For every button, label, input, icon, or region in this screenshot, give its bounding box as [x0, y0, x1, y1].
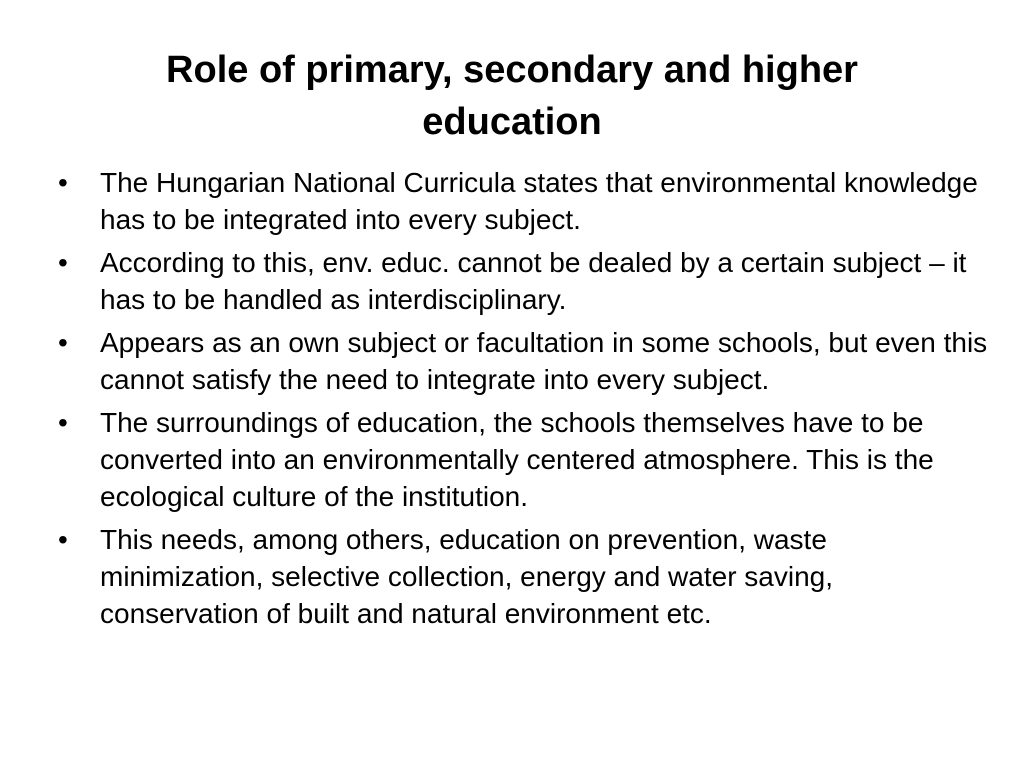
bullet-item — [58, 324, 988, 398]
bullet-text: According to this, env. educ. cannot be dealed by a certain subject – it has to be handled as interdisciplinary. — [100, 247, 967, 315]
bullet-item — [58, 244, 988, 318]
bullet-icon: • — [58, 327, 68, 358]
bullet-text: This needs, among others, education on prevention, waste minimization, selective collection, energy and water saving, conservation of built and natural environment etc. — [100, 524, 834, 629]
bullet-icon: • — [58, 247, 68, 278]
bullet-icon: • — [58, 524, 68, 555]
bullet-icon: • — [58, 167, 68, 198]
bullet-item — [58, 521, 988, 632]
bullet-text: Appears as an own subject or facultation in some schools, but even this cannot satisfy the need to integrate into every subject. — [100, 327, 988, 395]
bullet-icon: • — [58, 407, 68, 438]
bullet-text: The Hungarian National Curricula states that environmental knowledge has to be integrated into every subject. — [100, 167, 978, 235]
bullet-item — [58, 404, 988, 515]
bullet-item — [58, 164, 988, 238]
slide-title: Role of primary, secondary and higher education — [166, 49, 858, 143]
bullet-list — [58, 164, 988, 638]
bullet-text: The surroundings of education, the schools themselves have to be converted into an environmentally centered atmosphere. This is the ecological culture of the institution. — [100, 407, 934, 512]
